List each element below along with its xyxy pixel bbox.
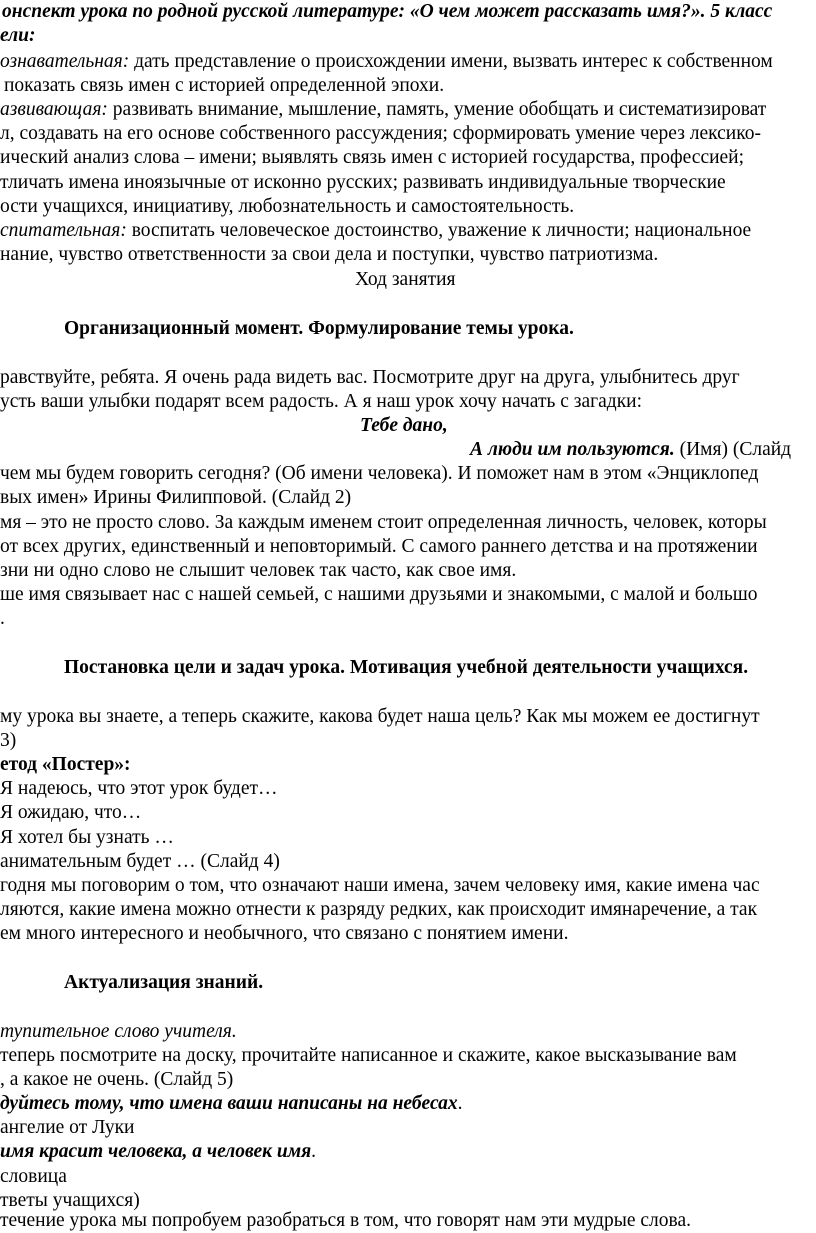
closing-line: течение урока мы попробуем разобраться в том, что говорят нам эти мудрые слова. [0, 1210, 691, 1231]
quote-2-text: имя красит человека, а человек имя [0, 1141, 312, 1162]
s1-line2: усть ваши улыбки подарят всем радость. А я наш урок хочу начать с загадки: [0, 391, 643, 412]
s3-intro: тупительное слово учителя. [0, 1021, 237, 1042]
s1-line5: мя – это не просто слово. За каждым именем стоит определенная личность, человек, которы [0, 512, 767, 533]
quote-1 [0, 1092, 462, 1116]
s2-line4: ляются, какие имена можно отнести к разряду редких, как происходит имянаречение, а так [0, 899, 758, 920]
quote-2-end: . [311, 1141, 317, 1162]
goal-cognitive [0, 50, 773, 74]
poster-item: анимательным будет … (Слайд 4) [0, 851, 280, 872]
goal-dev-text: развивать внимание, мышление, память, умение обобщать и систематизироват [107, 99, 767, 120]
goal-dev-label: азвивающая: [0, 99, 108, 120]
s1-line3: чем мы будем говорить сегодня? (Об имени человека). И поможет нам в этом «Энциклопед [0, 463, 759, 484]
goal-educational [0, 219, 751, 243]
s2-line2: 3) [0, 730, 17, 751]
goal-dev-cont-1: л, создавать на его основе собственного рассуждения; сформировать умение через лексико- [0, 123, 761, 144]
s1-line8: ше имя связывает нас с нашей семьей, с нашими друзьями и знакомыми, с малой и большо [0, 584, 758, 605]
s3-line2: , а какое не очень. (Слайд 5) [0, 1069, 234, 1090]
goal-edu-text: воспитать человеческое достоинство, уважение к личности; национальное [126, 220, 752, 241]
poster-item: Я ожидаю, что… [0, 802, 142, 823]
s1-line4: вых имен» Ирины Филипповой. (Слайд 2) [0, 487, 352, 508]
s1-line9: . [0, 608, 5, 629]
goal-edu-cont: нание, чувство ответственности за свои дела и поступки, чувство патриотизма. [0, 244, 659, 265]
s2-line5: ем много интересного и необычного, что связано с понятием имени. [0, 923, 569, 944]
course-heading: Ход занятия [355, 269, 456, 290]
goal-edu-label: спитательная: [0, 220, 127, 241]
poster-item: Я хотел бы узнать … [0, 827, 174, 848]
goal-cognitive-label: ознавательная: [0, 51, 130, 72]
quote-2 [0, 1140, 316, 1164]
goal-dev-cont-4: ости учащихся, инициативу, любознательность и самостоятельность. [0, 196, 575, 217]
riddle-answer-bold: А люди им пользуются. [470, 439, 675, 460]
s1-line6: от всех других, единственный и неповторимый. С самого раннего детства и на протяжении [0, 536, 758, 557]
quote-1-end: . [457, 1093, 463, 1114]
riddle-answer-rest: (Имя) (Слайд [674, 439, 792, 460]
section1-heading: Организационный момент. Формулирование темы урока. [64, 318, 574, 339]
goal-dev-cont-3: тличать имена иноязычные от исконно русских; развивать индивидуальные творческие [0, 172, 726, 193]
lesson-title: онспект урока по родной русской литературе: «О чем может рассказать имя?». 5 класс [2, 1, 773, 22]
section3-heading: Актуализация знаний. [64, 972, 264, 993]
quote-2-source: словица [0, 1166, 67, 1187]
s2-line1: му урока вы знаете, а теперь скажите, какова будет наша цель? Как мы можем ее достигнут [0, 706, 760, 727]
goal-developing [0, 98, 766, 122]
poster-method-label: етод «Постер»: [0, 754, 131, 775]
s1-line7: зни ни одно слово не слышит человек так часто, как свое имя. [0, 560, 517, 581]
section2-heading: Постановка цели и задач урока. Мотивация учебной деятельности учащихся. [64, 657, 749, 678]
goal-cognitive-text: дать представление о происхождении имени, вызвать интерес к собственном [129, 51, 773, 72]
goal-cognitive-cont: показать связь имен с историей определенной эпохи. [4, 75, 445, 96]
quote-1-text: дуйтесь тому, что имена ваши написаны на небесах [0, 1093, 458, 1114]
poster-item: Я надеюсь, что этот урок будет… [0, 778, 278, 799]
s1-line1: равствуйте, ребята. Я очень рада видеть вас. Посмотрите друг на друга, улыбнитесь друг [0, 367, 740, 388]
riddle-line2 [470, 438, 791, 462]
goal-dev-cont-2: ический анализ слова – имени; выявлять связь имен с историей государства, профессией; [0, 147, 745, 168]
s2-line3: годня мы поговорим о том, что означают наши имена, зачем человеку имя, какие имена час [0, 875, 760, 896]
quote-1-source: ангелие от Луки [0, 1117, 135, 1138]
goals-label: ели: [0, 25, 36, 46]
s3-line1: теперь посмотрите на доску, прочитайте написанное и скажите, какое высказывание вам [0, 1045, 737, 1066]
student-answers: тветы учащихся) [0, 1190, 140, 1211]
riddle-line1: Тебе дано, [360, 415, 448, 436]
